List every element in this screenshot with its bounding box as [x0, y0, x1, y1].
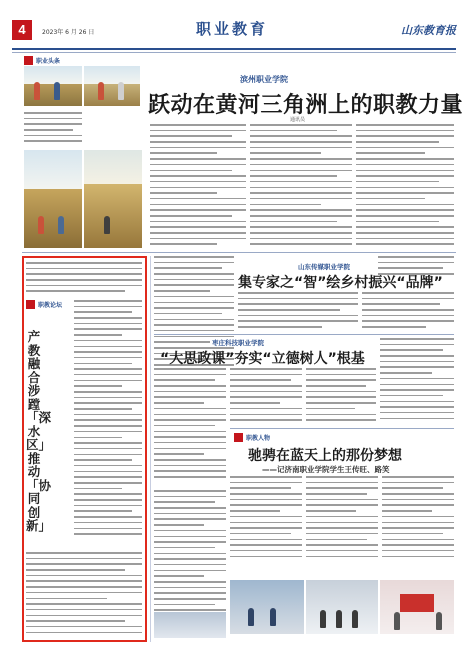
story-4-photo-2 [306, 580, 378, 634]
story-divider [154, 334, 454, 335]
story-4-text-col-3 [306, 476, 378, 576]
section-divider [22, 252, 456, 253]
story-2-text-side [378, 256, 454, 296]
issue-date: 2023年 6 月 26 日 [42, 29, 95, 36]
masthead-rule-thin [12, 52, 456, 53]
story-3-text-col-1 [154, 368, 226, 488]
page-number: 4 [12, 20, 32, 40]
story-4-headline: 驰骋在蓝天上的那份梦想 [248, 448, 402, 464]
column-tag-label: 职教论坛 [38, 302, 63, 309]
column-tag-icon [26, 300, 35, 309]
top-story-column-tag [24, 56, 60, 65]
top-story-text-col-3 [356, 124, 454, 254]
story-3-text-col-4 [380, 338, 454, 428]
feature-column-tag [26, 300, 62, 309]
feature-text-right [74, 300, 142, 548]
story-4-photo-3 [380, 580, 454, 634]
red-banner [400, 594, 434, 612]
column-divider [150, 256, 151, 642]
story-2-kicker: 山东传媒职业学院 [298, 263, 350, 271]
story-4-subtitle: ——记济南职业学院学生王传旺、路笑 [262, 465, 390, 474]
top-story-photo-2 [84, 66, 140, 106]
top-story-photo-1 [24, 66, 82, 106]
masthead-rule [12, 48, 456, 50]
top-story-kicker: 滨州职业学院 [240, 75, 288, 84]
section-title: 职业教育 [196, 20, 269, 38]
story-2-text [238, 292, 358, 332]
feature-text-bottom [26, 552, 142, 638]
story-divider-2 [230, 428, 454, 429]
column-tag-label: 职教人物 [246, 435, 271, 442]
top-story-text-col-2 [250, 124, 352, 254]
top-story-text-col-1 [150, 124, 246, 254]
story-4-text-col-4 [382, 476, 454, 576]
newspaper-logo: 山东教育报 [401, 24, 456, 37]
column-tag-icon [234, 433, 243, 442]
top-story-byline: 通讯员 [290, 117, 306, 123]
feature-headline: 产教融合涉蹚「深水区」推动「协同创新」 [26, 329, 52, 533]
story-3-kicker: 枣庄科技职业学院 [212, 339, 264, 347]
story-4-photo-1 [230, 580, 304, 634]
story-4-column-tag [234, 433, 270, 442]
story-3-text-col-3 [306, 368, 376, 428]
story-4-photo-4 [154, 612, 226, 638]
feature-text-top [26, 262, 142, 296]
story-3-headline: “大思政课”夯实“立德树人”根基 [160, 351, 365, 367]
story-2-text-col-2 [362, 292, 454, 332]
column-tag-label: 职业头条 [36, 58, 61, 65]
masthead [12, 18, 456, 48]
column-tag-icon [24, 56, 33, 65]
story-3-text-col-2 [230, 368, 302, 428]
top-story-photo-4 [84, 150, 142, 248]
top-story-headline: 跃动在黄河三角洲上的职教力量 [148, 93, 464, 118]
top-story-photo-3 [24, 150, 82, 248]
story-4-text-col-2 [230, 476, 302, 576]
top-story-caption-text [24, 112, 82, 148]
story-2-headline: 集专家之“智”绘乡村振兴“品牌” [238, 275, 443, 291]
